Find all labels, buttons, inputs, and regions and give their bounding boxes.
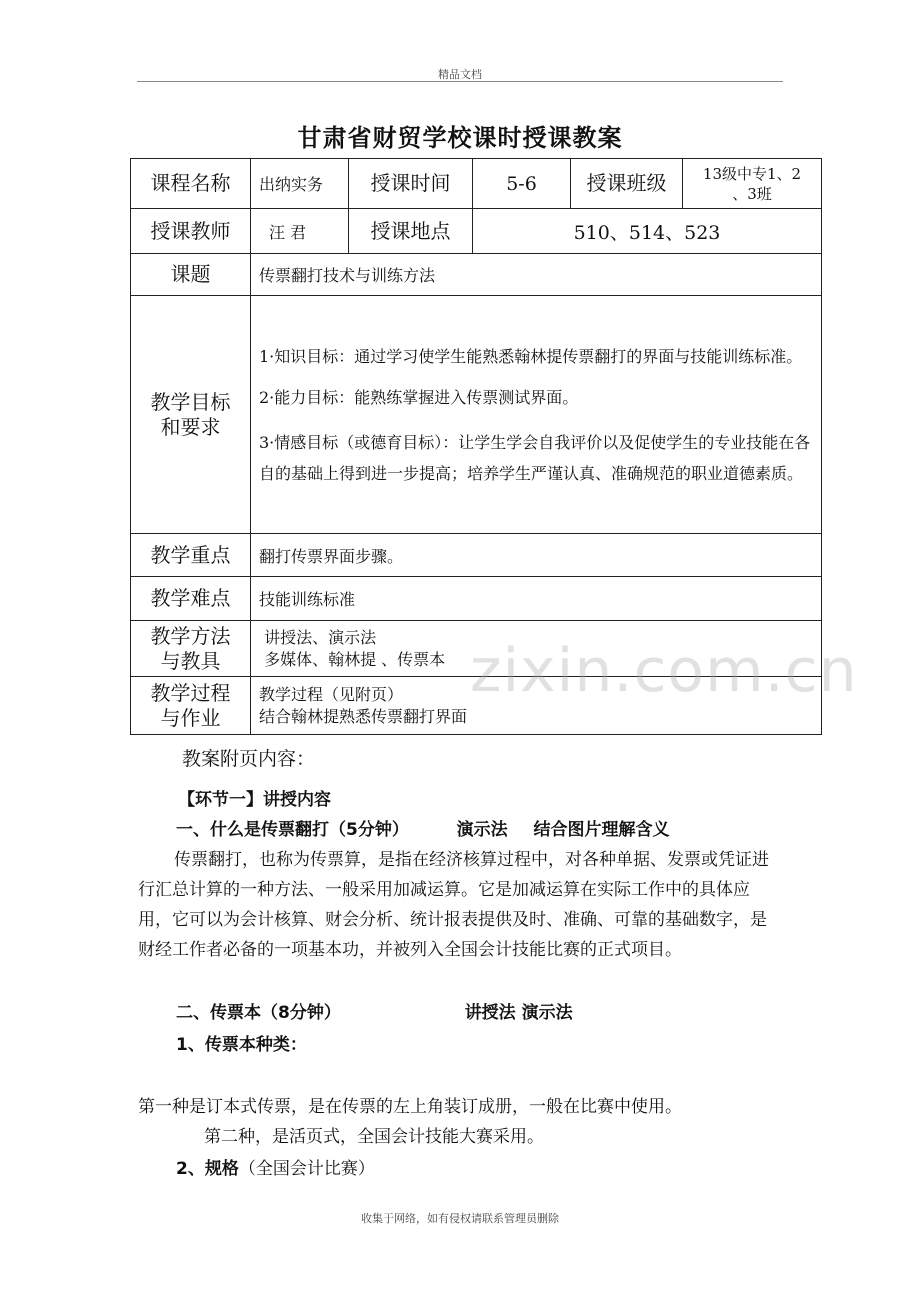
goal-emotion: 3·情感目标（或德育目标）：让学生学会自我评价以及促使学生的专业技能在各自的基础上得到进一步提高；培养学生严谨认真、准确规范的职业道德素质。 xyxy=(259,432,811,483)
appendix-intro: 教案附页内容： xyxy=(182,748,316,770)
place-label: 授课地点 xyxy=(349,209,473,254)
table-row xyxy=(131,209,822,254)
heading-two xyxy=(176,998,796,1028)
class-time-label: 授课时间 xyxy=(349,159,473,209)
method-label xyxy=(131,621,251,677)
table-row xyxy=(131,159,822,209)
subheading-types: 1、传票本种类： xyxy=(176,1035,307,1055)
process-value-line-1: 教学过程（见附页） xyxy=(259,684,404,704)
table-row xyxy=(131,254,822,296)
class-group-label: 授课班级 xyxy=(571,159,683,209)
goal-knowledge: 1·知识目标：通过学习使学生能熟悉翰林提传票翻打的界面与技能训练标准。 xyxy=(259,346,803,366)
class-time-value: 5-6 xyxy=(473,159,571,209)
spec-note: （全国会计比赛） xyxy=(238,1159,375,1179)
course-name-label: 课程名称 xyxy=(131,159,251,209)
class-group-value xyxy=(683,159,822,209)
method-label-line-2: 与教具 xyxy=(160,648,221,673)
process-value-line-2: 结合翰林提熟悉传票翻打界面 xyxy=(259,706,468,726)
method-value-line-1: 讲授法、演示法 xyxy=(259,627,377,647)
heading-one-method: 演示法 xyxy=(456,820,508,840)
heading-one xyxy=(176,815,796,845)
class-group-line-1: 13级中专1、2 xyxy=(702,164,802,183)
spec-title: 2、规格 xyxy=(176,1159,239,1179)
topic-value: 传票翻打技术与训练方法 xyxy=(251,254,822,296)
method-value xyxy=(251,621,822,677)
goals-content xyxy=(251,296,822,534)
difficulty-label: 教学难点 xyxy=(131,577,251,621)
course-name-value: 出纳实务 xyxy=(251,159,349,209)
table-row xyxy=(131,677,822,735)
lesson-plan-table xyxy=(130,158,822,735)
table-row xyxy=(131,621,822,677)
subheading-spec xyxy=(176,1154,821,1184)
process-label-line-1: 教学过程 xyxy=(150,680,231,705)
focus-value: 翻打传票界面步骤。 xyxy=(251,534,822,577)
topic-label: 课题 xyxy=(131,254,251,296)
goals-label xyxy=(131,296,251,534)
type-one-line: 第一种是订本式传票，是在传票的左上角装订成册，一般在比赛中使用。 xyxy=(138,1097,682,1117)
section-one-heading: 【环节一】讲授内容 xyxy=(178,790,331,810)
goals-label-line-1: 教学目标 xyxy=(150,389,231,414)
difficulty-value: 技能训练标准 xyxy=(251,577,822,621)
focus-label: 教学重点 xyxy=(131,534,251,577)
heading-two-method: 讲授法 演示法 xyxy=(464,1003,573,1023)
header-divider xyxy=(137,81,783,82)
teacher-label: 授课教师 xyxy=(131,209,251,254)
table-row xyxy=(131,296,822,534)
heading-two-title: 二、传票本（8分钟） xyxy=(176,1003,341,1023)
method-label-line-1: 教学方法 xyxy=(150,623,231,648)
table-row xyxy=(131,577,822,621)
heading-one-title: 一、什么是传票翻打（5分钟） xyxy=(176,820,409,840)
class-group-line-2: 、3班 xyxy=(732,184,772,203)
document-title: 甘肃省财贸学校课时授课教案 xyxy=(297,123,623,152)
goals-label-line-2: 和要求 xyxy=(160,414,221,439)
heading-one-note: 结合图片理解含义 xyxy=(533,820,670,840)
process-label-line-2: 与作业 xyxy=(160,705,221,730)
process-label xyxy=(131,677,251,735)
paragraph-definition: 传票翻打，也称为传票算，是指在经济核算过程中，对各种单据、发票或凭证进行汇总计算的一种方法、一般采用加减运算。它是加减运算在实际工作中的具体应用，它可以为会计核算、财会分析、统计报表提供及时、准确、可靠的基础数字，是财经工作者必备的一项基本功，并被列入全国会计技能比赛的正式项目。 xyxy=(138,850,769,960)
watermark: zixin.com.cn xyxy=(470,636,858,706)
method-value-line-2: 多媒体、翰林提 、传票本 xyxy=(259,649,446,669)
page-footer: 收集于网络，如有侵权请联系管理员删除 xyxy=(361,1212,559,1225)
process-value xyxy=(251,677,822,735)
page-header: 精品文档 xyxy=(438,68,482,81)
teacher-value: 汪 君 xyxy=(251,209,349,254)
place-value: 510、514、523 xyxy=(473,209,822,254)
table-row xyxy=(131,534,822,577)
goal-ability: 2·能力目标：能熟练掌握进入传票测试界面。 xyxy=(259,387,579,407)
type-two-line: 第二种，是活页式，全国会计技能大赛采用。 xyxy=(204,1127,544,1147)
